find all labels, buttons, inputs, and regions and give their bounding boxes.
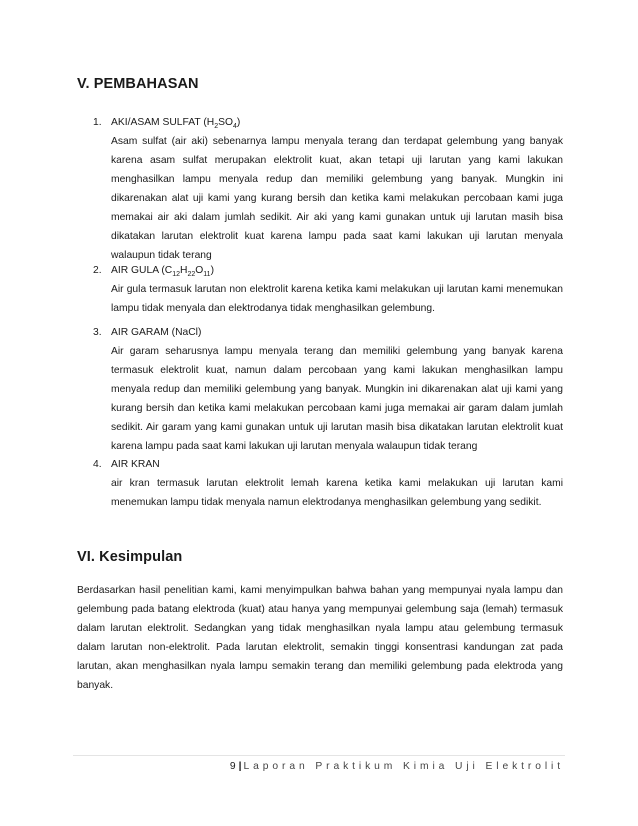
item-title: AIR GARAM (NaCl) — [111, 327, 202, 338]
section-heading-pembahasan: V. PEMBAHASAN — [77, 76, 199, 92]
section-heading-kesimpulan: VI. Kesimpulan — [77, 549, 183, 565]
item-body: air kran termasuk larutan elektrolit lemah karena ketika kami melakukan uji larutan kami menemukan lampu tidak menyala namun elektrodanya menghasilkan gelembung yang sedikit. — [111, 478, 563, 508]
discussion-item-2 — [93, 261, 563, 318]
conclusion-paragraph: Berdasarkan hasil penelitian kami, kami menyimpulkan bahwa bahan yang mempunyai nyala lampu dan gelembung pada batang elektroda (kuat) atau hanya yang mempunyai gelembung saja (lemah) termasuk dalam larutan elektrolit. Sedangkan yang tidak menghasilkan nyala lampu atau gelembung termasuk dalam larutan non-elektrolit. Pada larutan elektrolit, semakin tinggi konsentrasi kandungan zat pada larutan, akan menghasilkan nyala lampu semakin terang dan memiliki gelembung pada elektroda yang banyak. — [77, 585, 563, 691]
item-number: 4. — [93, 459, 102, 470]
page-number: 9 — [229, 761, 236, 772]
item-body: Air garam seharusnya lampu menyala terang dan memiliki gelembung yang banyak karena termasuk elektrolit kuat, namun dalam percobaan yang kami lakukan menghasilkan lampu menyala redup dan memiliki gelembung yang banyak. Mungkin ini dikarenakan alat uji kami yang kurang bersih dan ketika kami melakukan percobaan kami juga memakai air garam dalam jumlah sedikit. Air garam yang kami gunakan untuk uji larutan masih bisa dikatakan larutan elektrolit kuat karena lampu pada saat kami lakukan uji larutan menyala walaupun tidak terang — [111, 346, 563, 452]
footer-divider — [73, 755, 565, 756]
item-number: 1. — [93, 117, 102, 128]
discussion-item-4 — [93, 455, 563, 512]
footer-separator: | — [238, 761, 242, 772]
item-body: Air gula termasuk larutan non elektrolit karena ketika kami melakukan uji larutan kami menemukan lampu tidak menyala dan elektrodanya tidak menghasilkan gelembung. — [111, 284, 563, 314]
item-title: AIR KRAN — [111, 459, 160, 470]
item-title: AIR GULA $(C_{12}H_{22}O_{11})$ — [111, 265, 214, 279]
page-footer — [230, 761, 564, 772]
discussion-item-1 — [93, 113, 563, 265]
item-title: AKI/ASAM SULFAT $(H_2SO_4)$ — [111, 117, 241, 131]
footer-title: Laporan Praktikum Kimia Uji Elektrolit — [243, 761, 564, 772]
item-number: 3. — [93, 327, 102, 338]
item-body: Asam sulfat (air aki) sebenarnya lampu menyala terang dan terdapat gelembung yang banyak karena asam sulfat merupakan elektrolit kuat, akan tetapi uji larutan yang kami lakukan menghasilkan lampu menyala redup dan memiliki gelembung yang banyak. Mungkin ini dikarenakan alat uji kami yang kurang bersih dan ketika kami melakukan percobaan kami juga memakai air aki dalam jumlah sedikit. Air aki yang kami gunakan untuk uji larutan masih bisa dikatakan larutan elektrolit kuat karena lampu pada saat kami lakukan uji larutan menyala walaupun tidak terang — [111, 136, 563, 261]
item-number: 2. — [93, 265, 102, 276]
discussion-item-3 — [93, 323, 563, 456]
